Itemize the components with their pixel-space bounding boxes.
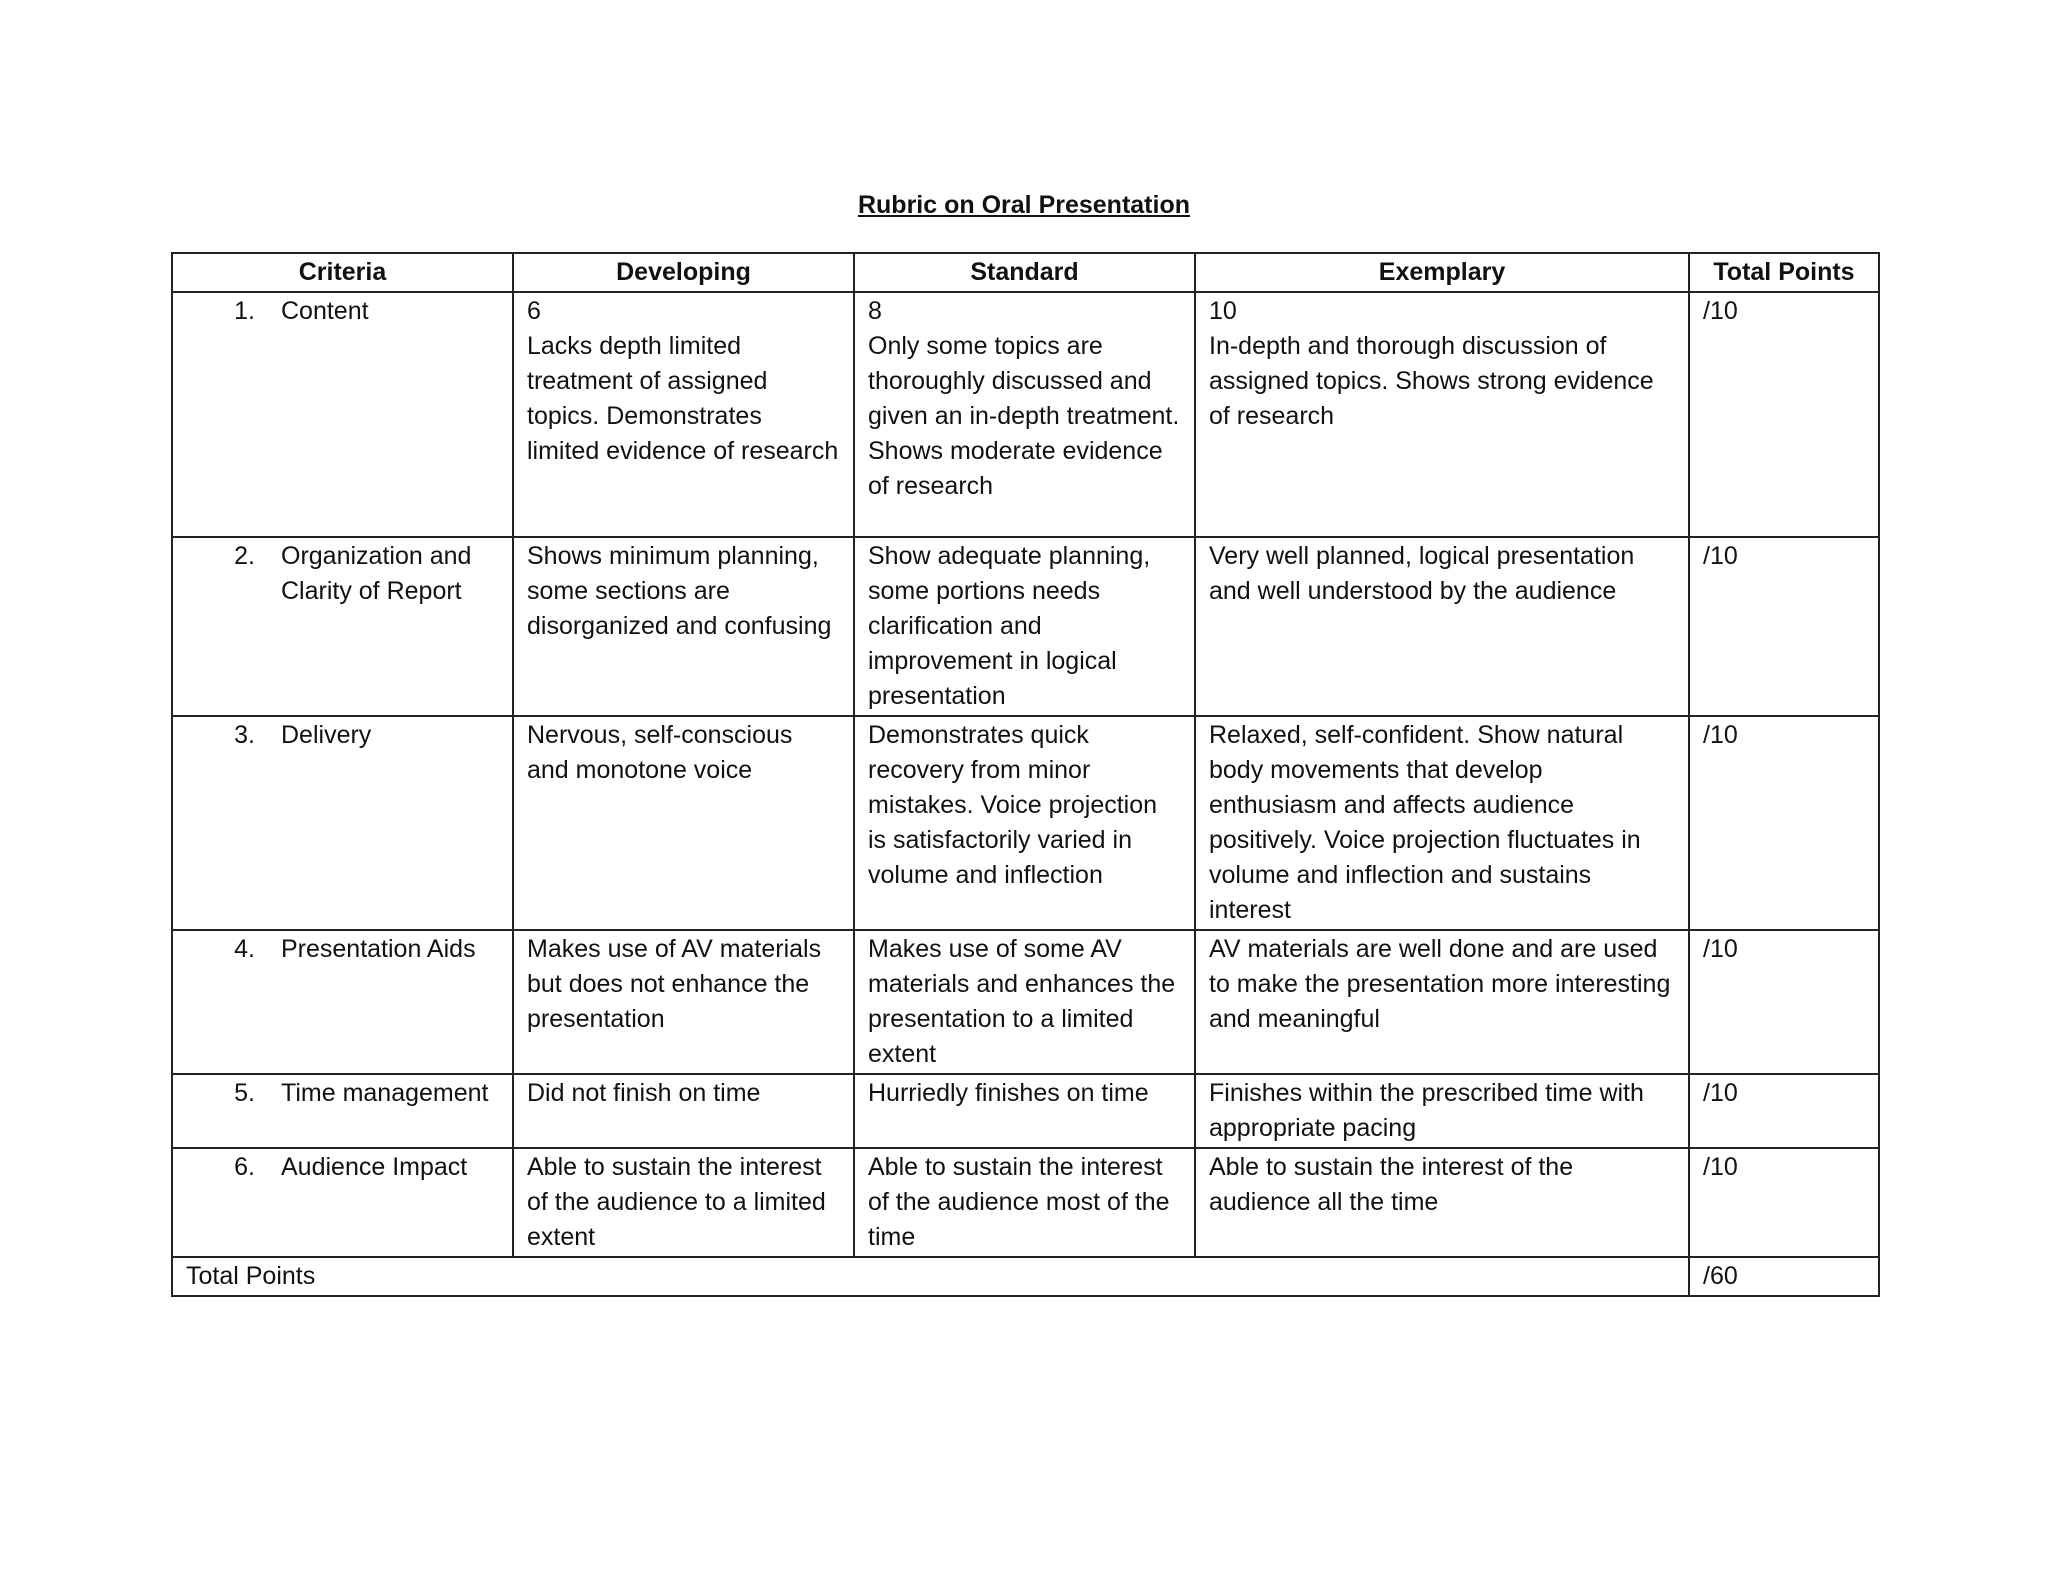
developing-cell <box>513 292 854 537</box>
standard-cell: Show adequate planning, some portions needs clarification and improvement in logical presentation <box>854 537 1195 716</box>
standard-description: Only some topics are thoroughly discussed and given an in-depth treatment. Shows moderate evidence of research <box>868 332 1180 500</box>
criteria-cell <box>172 716 513 930</box>
developing-cell: Nervous, self-conscious and monotone voice <box>513 716 854 930</box>
standard-score: 8 <box>868 297 882 325</box>
criterion-number: 2. <box>234 542 255 570</box>
criterion-number: 4. <box>234 935 255 963</box>
developing-cell: Did not finish on time <box>513 1074 854 1148</box>
developing-cell: Makes use of AV materials but does not enhance the presentation <box>513 930 854 1074</box>
table-row <box>172 1074 1879 1148</box>
exemplary-cell: AV materials are well done and are used to make the presentation more interesting and meaningful <box>1195 930 1689 1074</box>
criteria-cell <box>172 292 513 537</box>
criterion-label: Content <box>281 297 369 325</box>
exemplary-cell: Able to sustain the interest of the audience all the time <box>1195 1148 1689 1257</box>
criterion-number: 6. <box>234 1153 255 1181</box>
developing-cell: Shows minimum planning, some sections are disorganized and confusing <box>513 537 854 716</box>
exemplary-description: In-depth and thorough discussion of assigned topics. Shows strong evidence of research <box>1209 332 1654 430</box>
criterion-number: 3. <box>234 721 255 749</box>
total-row <box>172 1257 1879 1296</box>
column-header-total-points: Total Points <box>1689 253 1879 292</box>
column-header-exemplary: Exemplary <box>1195 253 1689 292</box>
points-cell: /10 <box>1689 1148 1879 1257</box>
table-row <box>172 930 1879 1074</box>
standard-cell: Hurriedly finishes on time <box>854 1074 1195 1148</box>
criterion-label: Presentation Aids <box>281 935 476 963</box>
criteria-cell <box>172 537 513 716</box>
criterion-label: Organization and Clarity of Report <box>281 542 472 605</box>
standard-cell: Makes use of some AV materials and enhances the presentation to a limited extent <box>854 930 1195 1074</box>
exemplary-score: 10 <box>1209 297 1237 325</box>
column-header-criteria: Criteria <box>172 253 513 292</box>
points-cell: /10 <box>1689 716 1879 930</box>
table-row <box>172 716 1879 930</box>
developing-score: 6 <box>527 297 541 325</box>
document-title: Rubric on Oral Presentation <box>857 191 1190 219</box>
points-cell: /10 <box>1689 930 1879 1074</box>
total-points-label: Total Points <box>172 1257 1689 1296</box>
criterion-label: Time management <box>281 1079 489 1107</box>
exemplary-cell: Relaxed, self-confident. Show natural body movements that develop enthusiasm and affects audience positively. Voice projection fluctuates in volume and inflection and sustains interest <box>1195 716 1689 930</box>
column-header-developing: Developing <box>513 253 854 292</box>
column-header-standard: Standard <box>854 253 1195 292</box>
criteria-cell <box>172 930 513 1074</box>
developing-description: Lacks depth limited treatment of assigned topics. Demonstrates limited evidence of research <box>527 332 839 465</box>
criterion-label: Delivery <box>281 721 372 749</box>
points-cell: /10 <box>1689 292 1879 537</box>
header-row <box>172 253 1879 292</box>
table-row <box>172 292 1879 537</box>
exemplary-cell <box>1195 292 1689 537</box>
criterion-number: 5. <box>234 1079 255 1107</box>
criteria-cell <box>172 1148 513 1257</box>
criteria-cell <box>172 1074 513 1148</box>
points-cell: /10 <box>1689 1074 1879 1148</box>
criterion-label: Audience Impact <box>281 1153 468 1181</box>
exemplary-cell: Finishes within the prescribed time with appropriate pacing <box>1195 1074 1689 1148</box>
table-row <box>172 1148 1879 1257</box>
table-row <box>172 537 1879 716</box>
points-cell: /10 <box>1689 537 1879 716</box>
exemplary-cell: Very well planned, logical presentation and well understood by the audience <box>1195 537 1689 716</box>
standard-cell <box>854 292 1195 537</box>
developing-cell: Able to sustain the interest of the audience to a limited extent <box>513 1148 854 1257</box>
rubric-table <box>171 252 1880 1297</box>
standard-cell: Able to sustain the interest of the audience most of the time <box>854 1148 1195 1257</box>
total-points-value: /60 <box>1689 1257 1879 1296</box>
criterion-number: 1. <box>234 297 255 325</box>
standard-cell: Demonstrates quick recovery from minor mistakes. Voice projection is satisfactorily varied in volume and inflection <box>854 716 1195 930</box>
